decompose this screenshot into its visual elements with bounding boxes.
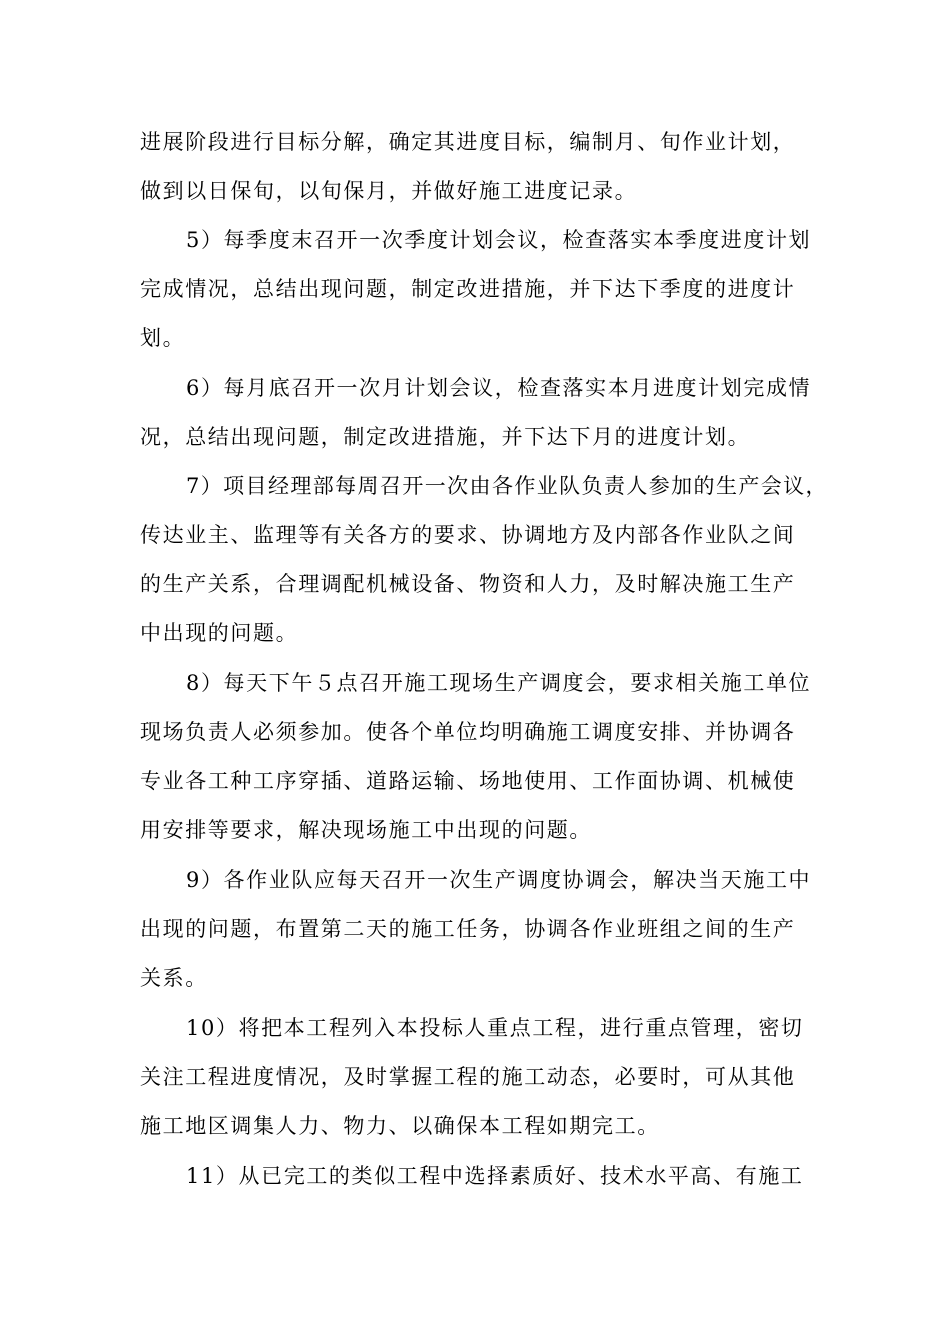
paragraph-6-line-1: 6）每月底召开一次月计划会议，检查落实本月进度计划完成情: [186, 376, 812, 400]
paragraph-5-line-1: 5）每季度末召开一次季度计划会议，检查落实本季度进度计划: [186, 228, 812, 252]
paragraph-11-line-1: 11）从已完工的类似工程中选择素质好、技术水平高、有施工: [186, 1164, 804, 1188]
paragraph-10-line-1: 10）将把本工程列入本投标人重点工程，进行重点管理，密切: [186, 1016, 804, 1040]
paragraph-5-line-3: 划。: [140, 326, 186, 350]
paragraph-9-line-1: 9）各作业队应每天召开一次生产调度协调会，解决当天施工中: [186, 868, 812, 892]
paragraph-7-line-3: 的生产关系，合理调配机械设备、物资和人力，及时解决施工生产: [140, 572, 796, 596]
paragraph-9-line-2: 出现的问题，布置第二天的施工任务，协调各作业班组之间的生产: [140, 917, 796, 941]
paragraph-6-line-2: 况，总结出现问题，制定改进措施，并下达下月的进度计划。: [140, 425, 751, 449]
paragraph-10-line-3: 施工地区调集人力、物力、以确保本工程如期完工。: [140, 1114, 660, 1138]
paragraph-8-line-1: 8）每天下午５点召开施工现场生产调度会，要求相关施工单位: [186, 671, 812, 695]
paragraph-7-line-4: 中出现的问题。: [140, 621, 299, 645]
paragraph-8-line-3: 专业各工种工序穿插、道路运输、场地使用、工作面协调、机械使: [140, 769, 796, 793]
paragraph-7-line-1: 7）项目经理部每周召开一次由各作业队负责人参加的生产会议，: [186, 474, 828, 498]
paragraph-1-line-2: 做到以日保旬，以旬保月，并做好施工进度记录。: [140, 179, 638, 203]
paragraph-8-line-4: 用安排等要求，解决现场施工中出现的问题。: [140, 818, 592, 842]
paragraph-1-line-1: 进展阶段进行目标分解，确定其进度目标，编制月、旬作业计划，: [140, 130, 796, 154]
paragraph-8-line-2: 现场负责人必须参加。使各个单位均明确施工调度安排、并协调各: [140, 720, 796, 744]
paragraph-7-line-2: 传达业主、监理等有关各方的要求、协调地方及内部各作业队之间: [140, 523, 796, 547]
paragraph-10-line-2: 关注工程进度情况，及时掌握工程的施工动态，必要时，可从其他: [140, 1065, 796, 1089]
paragraph-5-line-2: 完成情况，总结出现问题，制定改进措施，并下达下季度的进度计: [140, 277, 796, 301]
paragraph-9-line-3: 关系。: [140, 966, 208, 990]
